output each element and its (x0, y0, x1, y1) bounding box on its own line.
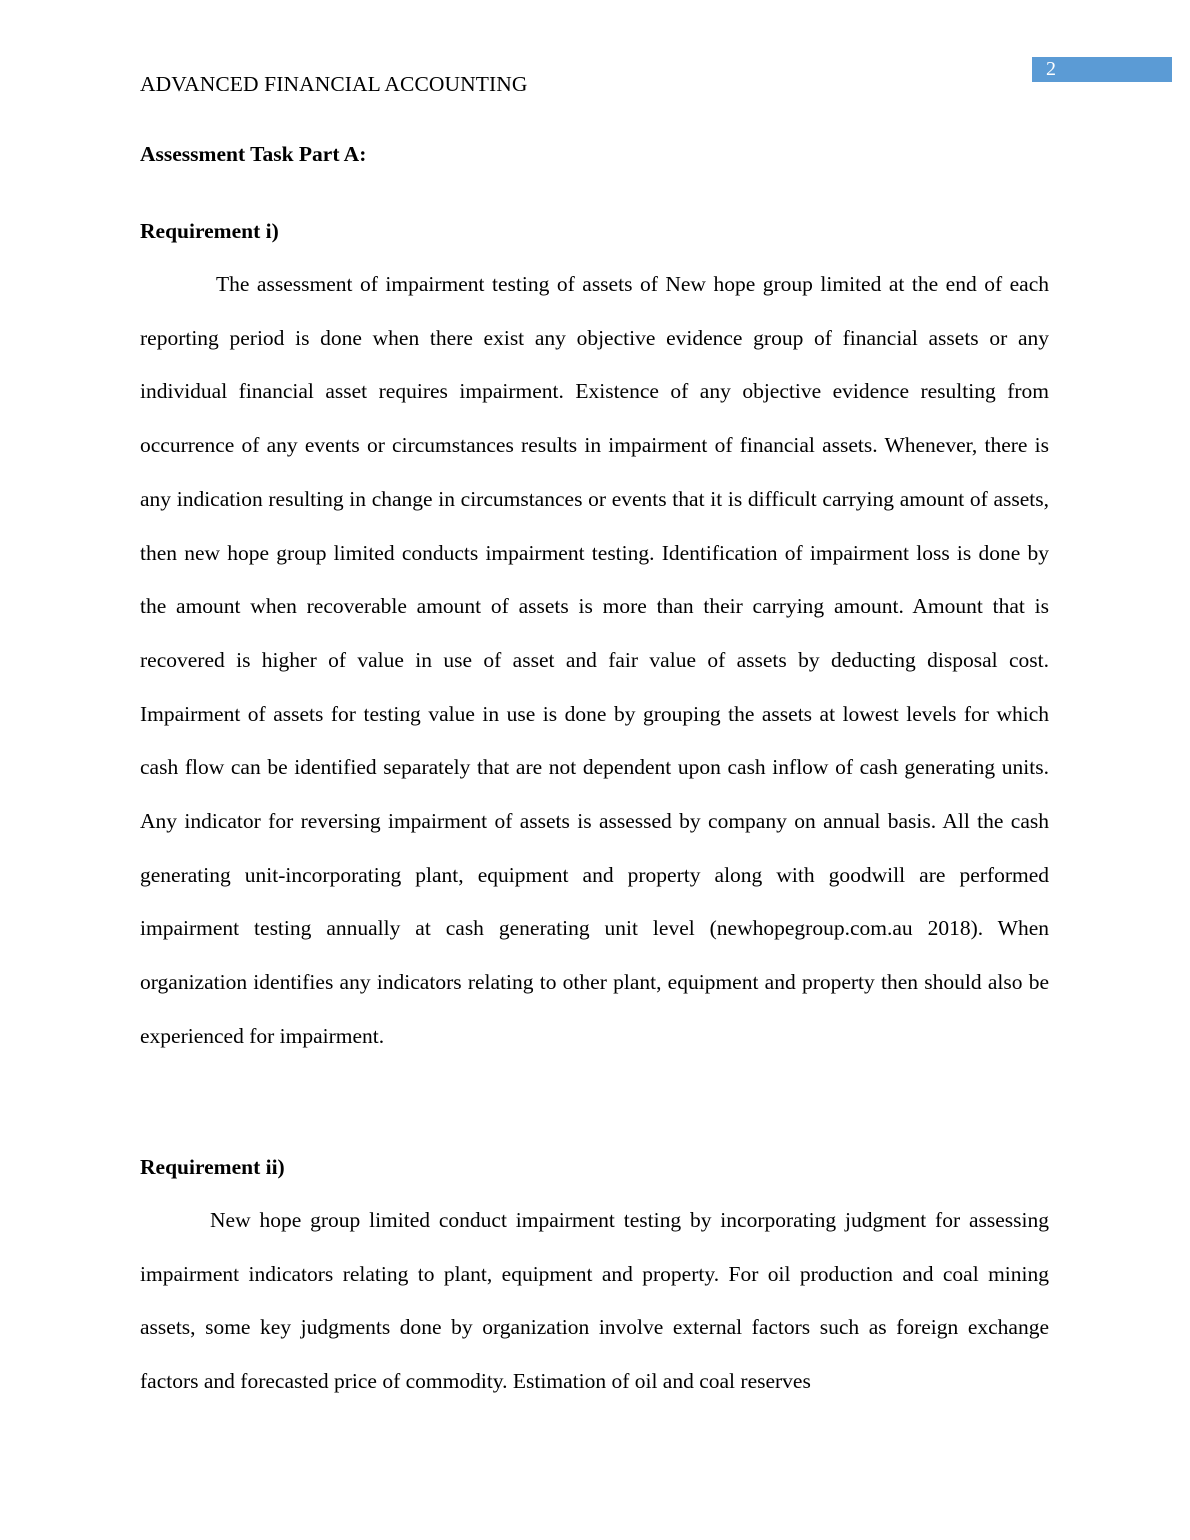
page-number-bar (1032, 57, 1172, 82)
requirement-ii-paragraph: New hope group limited conduct impairment testing by incorporating judgment for assessing impairment indicators relating to plant, equipment and property. For oil production and coal mining assets, some key judgments done by organization involve external factors such as foreign exchange factors and forecasted price of commodity. Estimation of oil and coal reserves (140, 1208, 1049, 1394)
requirement-i-heading: Requirement i) (140, 219, 279, 243)
running-head: ADVANCED FINANCIAL ACCOUNTING (140, 72, 528, 96)
section-heading-part-a: Assessment Task Part A: (140, 142, 367, 166)
requirement-ii-heading: Requirement ii) (140, 1155, 285, 1179)
requirement-i-paragraph: The assessment of impairment testing of assets of New hope group limited at the end of each reporting period is done when there exist any objective evidence group of financial assets or any individual financial asset requires impairment. Existence of any objective evidence resulting from occurrence of any events or circumstances results in impairment of financial assets. Whenever, there is any indication resulting in change in circumstances or events that it is difficult carrying amount of assets, then new hope group limited conducts impairment testing. Identification of impairment loss is done by the amount when recoverable amount of assets is more than their carrying amount. Amount that is recovered is higher of value in use of asset and fair value of assets by deducting disposal cost. Impairment of assets for testing value in use is done by grouping the assets at lowest levels for which cash flow can be identified separately that are not dependent upon cash inflow of cash generating units. Any indicator for reversing impairment of assets is assessed by company on annual basis. All the cash generating unit-incorporating plant, equipment and property along with goodwill are performed impairment testing annually at cash generating unit level (newhopegroup.com.au 2018). When organization identifies any indicators relating to other plant, equipment and property then should also be experienced for impairment. (140, 272, 1049, 1048)
page-number: 2 (1046, 58, 1056, 80)
